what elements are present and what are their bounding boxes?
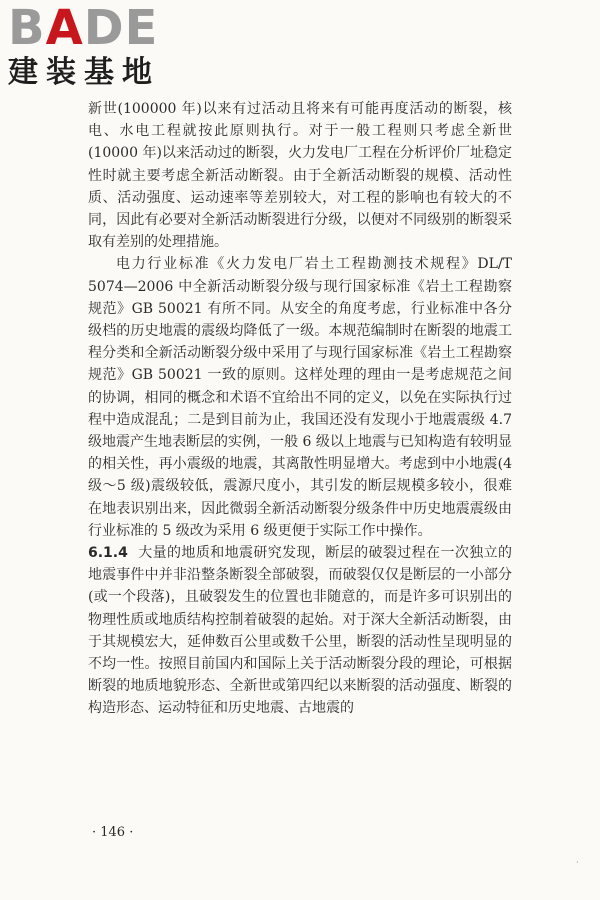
logo-chinese-name: 建装基地 bbox=[8, 55, 160, 90]
paragraph-1: 新世(100000 年)以来有过活动且将来有可能再度活动的断裂，核电、水电工程就按此原则执行。对于一般工程则只考虑全新世(10000 年)以来活动过的断裂，火力发电厂工程在分析评价厂址稳定性时就主要考虑全新活动断裂。由于全新活动断裂的规模、活动性质、活动强度、运动速率等差别较大，对工程的影响也有较大的不同，因此有必要对全新活动断裂进行分级，以便对不同级别的断裂采取有差别的处理措施。 bbox=[88, 101, 512, 251]
logo-wordmark bbox=[8, 0, 178, 56]
document-body bbox=[88, 98, 512, 720]
section-text: 大量的地质和地震研究发现，断层的破裂过程在一次独立的地震事件中并非沿整条断裂全部破裂，而破裂仅仅是断层的一小部分(或一个段落)，且破裂发生的位置也非随意的，而是许多可识别出的物理性质或地质结构控制着破裂的起始。对于深大全新活动断裂，由于其规模宏大，延伸数百公里或数千公里，断裂的活动性呈现明显的不均一性。按照目前国内和国际上关于活动断裂分段的理论，可根据断裂的地质地貌形态、全新世或第四纪以来断裂的活动强度、断裂的构造形态、运动特征和历史地震、古地震的 bbox=[88, 545, 512, 717]
logo-letters-de: DE bbox=[83, 0, 159, 56]
logo-letter-b: B bbox=[8, 0, 46, 56]
section-6-1-4 bbox=[88, 542, 512, 720]
logo-letter-a-accent: A bbox=[45, 0, 84, 56]
scan-speck-decoration: · bbox=[576, 858, 579, 868]
page-number: · 146 · bbox=[92, 825, 134, 840]
section-number: 6.1.4 bbox=[88, 545, 128, 562]
bade-logo bbox=[8, 0, 178, 94]
paragraph-2: 电力行业标准《火力发电厂岩土工程勘测技术规程》DL/T 5074—2006 中全新活动断裂分级与现行国家标准《岩土工程勘察规范》GB 50021 有所不同。从安全的角度考虑，行业标准中各分级档的历史地震的震级均降低了一级。本规范编制时在断裂的地震工程分类和全新活动断裂分级中采用了与现行国家标准《岩土工程勘察规范》GB 50021 一致的原则。这样处理的理由一是考虑规范之间的协调，相同的概念和术语不宜给出不同的定义，以免在实际执行过程中造成混乱；二是到目前为止，我国还没有发现小于地震震级 4.7 级地震产生地表断层的实例，一般 6 级以上地震与已知构造有较明显的相关性，再小震级的地震，其离散性明显增大。考虑到中小地震(4 级～5 级)震级较低，震源尺度小，其引发的断层规模多较小，很难在地表识别出来，因此微弱全新活动断裂分级条件中历史地震震级由行业标准的 5 级改为采用 6 级更便于实际工作中操作。 bbox=[88, 256, 512, 539]
